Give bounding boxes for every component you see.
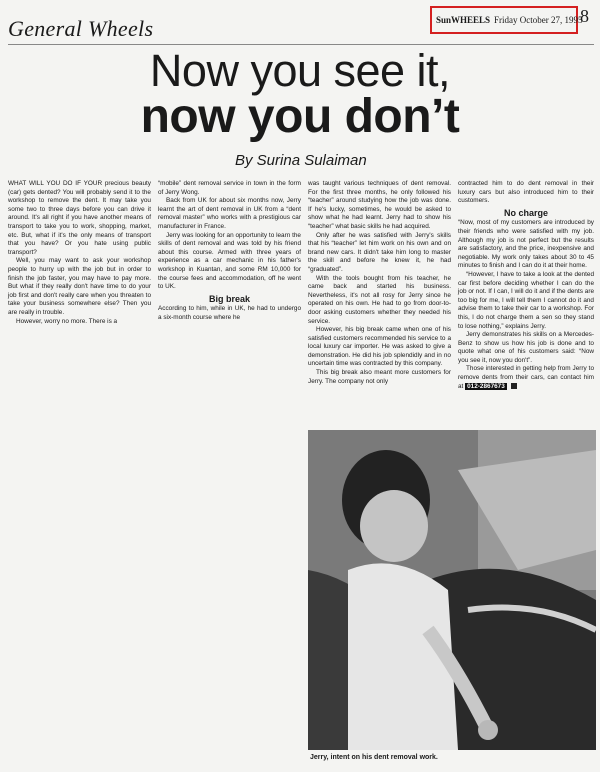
article-column-1	[8, 180, 151, 326]
paragraph: However, his big break came when one of his satisfied customers recommended his service to a local luxury car importer. He was asked to give a demonstration. He did his job splendidly and in no uncertain time was contracted by this company.	[308, 326, 451, 368]
paragraph	[458, 365, 594, 391]
headline	[0, 45, 600, 143]
paragraph: “Now, most of my customers are introduced by their friends who were satisfied with my job. Although my job is not perfect but the results are satisfactory, and the price, inexpensive and negotiable. My work only takes about 30 to 45 minutes to finish and I can do it at their home.	[458, 219, 594, 270]
photo-caption: Jerry, intent on his dent removal work.	[310, 754, 438, 761]
paragraph: contracted him to do dent removal in their luxury cars but also introduced him to their customers.	[458, 180, 594, 205]
subheading-big-break: Big break	[208, 293, 250, 304]
paragraph: “However, I have to take a look at the dented car first before deciding whether I can do the job or not. If I can, I will do it and if the dents are too big for me, I will tell them I cannot do it and advise them to take their car to a workshop. For this, I do not charge them a sen so they stand to lose nothing,” explains Jerry.	[458, 270, 594, 330]
article-column-3	[308, 180, 451, 386]
masthead-brand: SunWHEELS	[436, 15, 491, 25]
headline-line-2: now you don’t	[140, 90, 460, 143]
paragraph: This big break also meant more customers for Jerry. The company not only	[308, 369, 451, 385]
masthead-date: Friday October 27, 1995	[494, 15, 583, 25]
paragraph: With the tools bought from his teacher, he came back and started his business. Nevertheless, it's not all rosy for Jerry since he operated on his own. He had to go from door-to-door asking customers whether they needed his service.	[308, 274, 451, 325]
paragraph: Back from UK for about six months now, Jerry learnt the art of dent removal in UK from a “dent removal master” who works with a prestigious car manufacturer in France.	[158, 197, 301, 230]
photo-illustration	[308, 430, 596, 750]
end-mark	[511, 383, 517, 389]
section-title: General Wheels	[8, 16, 154, 41]
page-number: 8	[580, 6, 589, 26]
paragraph: was taught various techniques of dent removal. For the first three months, he only followed his “teacher” around studying how the job was done. If he's lucky, sometimes, he would be asked to show what he had learnt. Jerry had to show his “teacher” what basic skills he had acquired.	[308, 180, 451, 230]
article-column-4	[458, 180, 594, 391]
byline: By Surina Sulaiman	[235, 152, 367, 169]
masthead	[430, 6, 583, 34]
paragraph: However, worry no more. There is a	[16, 317, 118, 325]
closing-text: Those interested in getting help from Jerry to remove dents from their cars, can contact him at	[458, 365, 594, 390]
headline-line-1: Now you see it,	[149, 45, 451, 96]
paragraph: Jerry demonstrates his skills on a Mercedes-Benz to show us how his job is done and to quote what one of his customers said: “Now you see it, now you don't”.	[458, 331, 594, 364]
paragraph: Well, you may want to ask your workshop people to hurry up with the job but in order to finish the job faster, you may have to pay more. But what if they really don't have time to do your job first and don't really care when you threaten to take your business somewhere else? Then you are really in trouble.	[8, 257, 151, 316]
subheading-no-charge: No charge	[503, 207, 548, 218]
paragraph: Only after he was satisfied with Jerry's skills that his “teacher” let him work on his own and on brand new cars. It didn't take him long to master the skill and before he knew it, he had “graduated”.	[308, 231, 451, 273]
paragraph: “mobile” dent removal service in town in the form of Jerry Wong.	[158, 180, 301, 196]
paragraph: According to him, while in UK, he had to undergo a six-month course where he	[158, 305, 301, 321]
article-column-2	[158, 180, 301, 323]
phone-number: 012-2867673	[467, 382, 505, 390]
article-photo	[308, 430, 596, 750]
paragraph: WHAT WILL YOU DO IF YOUR precious beauty (car) gets dented? You will probably send it to the workshop to remove the dent. It may take you some two to three days before you can drive it around. It's all right if you have another means of transport to take you to work, shopping, market, etc. But, what if it's the only means of transport that you have? Or you hate using public transport?	[8, 180, 151, 256]
paragraph: Jerry was looking for an opportunity to learn the skills of dent removal and was told by his friend about this course. Armed with three years of experience as a car mechanic in his father's workshop in Kuantan, and some RM 10,000 for the course fees and accommodation, off he went to UK.	[158, 231, 301, 291]
